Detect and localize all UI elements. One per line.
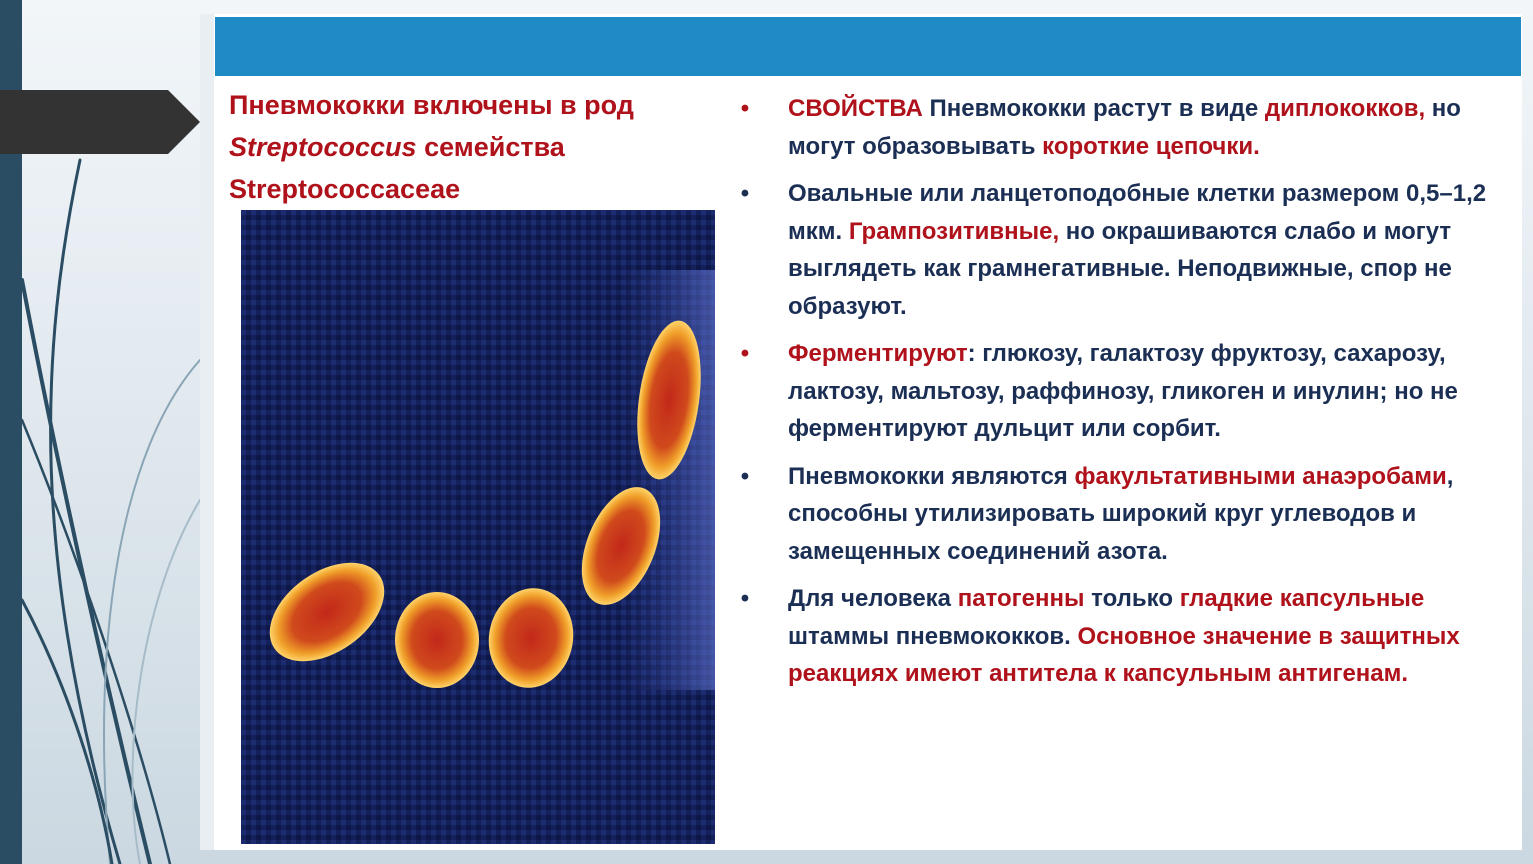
bullet-segment: Ферментируют: [788, 340, 968, 367]
bullet-segment: диплококков,: [1264, 95, 1432, 122]
bullet-segment: штаммы пневмококков.: [788, 622, 1078, 650]
microscope-image: [241, 210, 715, 844]
bullet-segment: Грампозитивные,: [848, 217, 1066, 245]
bullet-segment: : глюкозу, галактозу фруктозу, сахарозу, лактозу, мальтозу, раффинозу, гликоген и инулин; но не ферментируют дульцит или сорбит.: [788, 340, 1458, 442]
bullet-segment: но окрашиваются слабо и могут выглядеть как грамнегативные. Неподвижные, спор не образуют.: [788, 217, 1452, 320]
bullet-item: [738, 90, 1513, 165]
bullet-segment: Овальные или ланцетоподобные клетки размером 0,5–1,2 мкм.: [788, 180, 1487, 245]
bullet-segment: Для человека: [788, 585, 958, 612]
bullet-segment: Пневмококки являются: [788, 462, 1075, 490]
bullet-segment: гладкие капсульные: [1179, 585, 1425, 612]
bullet-segment: короткие цепочки.: [1042, 132, 1260, 160]
bullet-item: [738, 458, 1513, 571]
bullet-segment: Основное значение в защитных реакциях имеют антитела к капсульным антигенам.: [788, 622, 1460, 687]
left-heading: [229, 84, 719, 210]
bullet-segment: Пневмококки растут в виде: [929, 95, 1265, 122]
heading-part-2: семейства Streptococcaceae: [229, 132, 565, 204]
bullet-segment: только: [1091, 585, 1180, 612]
heading-genus: Streptococcus: [229, 132, 417, 162]
bullet-segment: факультативными анаэробами: [1074, 462, 1447, 490]
properties-list: [738, 90, 1513, 703]
heading-part-1: Пневмококки включены в род: [229, 90, 634, 120]
bullet-item: [738, 335, 1513, 448]
bullet-dot-icon: •: [740, 585, 750, 612]
bullet-segment: , способны утилизировать широкий круг углеводов и замещенных соединений азота.: [788, 462, 1454, 565]
bullet-dot-icon: •: [740, 95, 750, 122]
bullet-dot-icon: •: [740, 340, 750, 367]
bullet-segment: патогенны: [957, 585, 1092, 612]
arrow-tab-shape: [0, 90, 200, 154]
bullet-dot-icon: •: [740, 462, 750, 490]
bullet-segment: СВОЙСТВА: [788, 95, 930, 122]
bullet-item: [738, 580, 1513, 693]
bullet-segment: но могут образовывать: [788, 95, 1461, 160]
bullet-dot-icon: •: [740, 180, 750, 207]
header-band: [215, 17, 1521, 76]
bullet-item: [738, 175, 1513, 325]
